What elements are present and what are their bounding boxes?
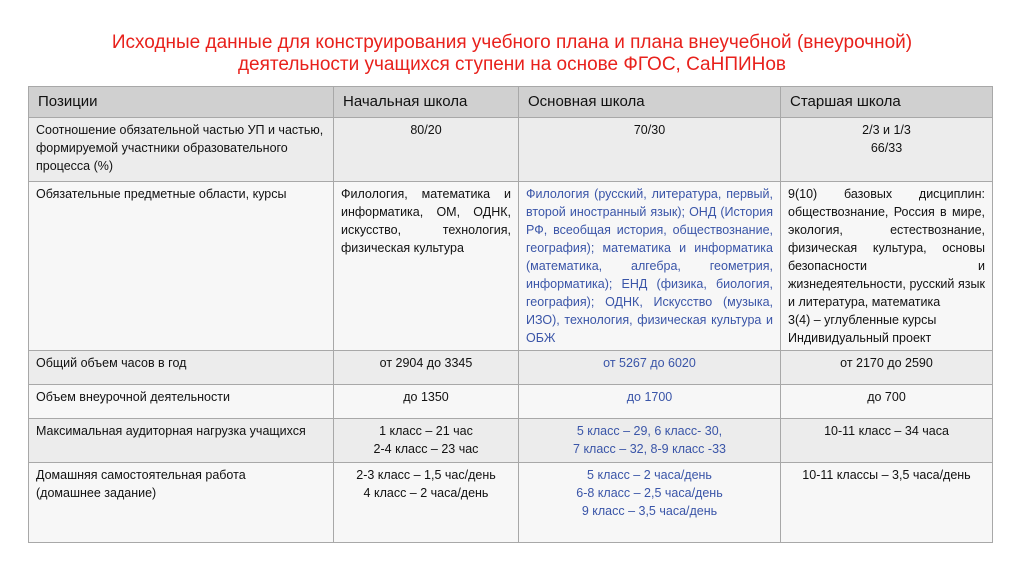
title-line-2: деятельности учащихся ступени на основе ФГОС, СаНПИНов	[237, 54, 787, 75]
senior-cell: до 700	[781, 385, 993, 419]
header-senior-school: Старшая школа	[781, 87, 993, 118]
primary-cell: Филология, математика и информатика, ОМ, ОДНК, искусство, технология, физическая культура	[334, 182, 519, 351]
row-position-label	[29, 463, 334, 543]
page-title	[0, 32, 1024, 76]
table-row	[29, 351, 993, 385]
basic-homework-grade-6-8: 6-8 класс – 2,5 часа/день	[576, 486, 723, 500]
table-row	[29, 118, 993, 182]
primary-load-grade-2-4: 2-4 класс – 23 час	[373, 442, 479, 456]
homework-label: Домашняя самостоятельная работа	[36, 468, 246, 482]
basic-cell: 70/30	[519, 118, 781, 182]
basic-homework-grade-5: 5 класс – 2 часа/день	[587, 468, 712, 482]
basic-load-grade-7-9: 7 класс – 32, 8-9 класс -33	[573, 442, 726, 456]
primary-load-grade-1: 1 класс – 21 час	[379, 424, 473, 438]
senior-cell: 10-11 класс – 34 часа	[781, 419, 993, 463]
row-position-label: Общий объем часов в год	[29, 351, 334, 385]
basic-load-grade-5-6: 5 класс – 29, 6 класс- 30,	[576, 424, 723, 438]
senior-cell	[781, 182, 993, 351]
header-basic-school: Основная школа	[519, 87, 781, 118]
senior-cell: 10-11 классы – 3,5 часа/день	[781, 463, 993, 543]
senior-ratio-fraction: 2/3 и 1/3	[862, 123, 911, 137]
senior-cell	[781, 118, 993, 182]
primary-cell: 80/20	[334, 118, 519, 182]
basic-cell	[519, 463, 781, 543]
senior-cell: от 2170 до 2590	[781, 351, 993, 385]
senior-ratio-percent: 66/33	[870, 141, 903, 155]
title-line-1: Исходные данные для конструирования учебного плана и плана внеучебной (внеурочной)	[111, 32, 913, 53]
basic-cell: от 5267 до 6020	[519, 351, 781, 385]
primary-homework-grade-2-3: 2-3 класс – 1,5 час/день	[356, 468, 496, 482]
senior-subjects-advanced: 3(4) – углубленные курсы	[788, 313, 937, 327]
curriculum-table	[28, 86, 993, 543]
senior-subjects-project: Индивидуальный проект	[788, 331, 932, 345]
senior-subjects-base: 9(10) базовых дисциплин: обществознание, Россия в мире, экология, естествознание, физическая культура, основы безопасности и жизнедеятельности, русский язык и литература, математика	[788, 187, 985, 309]
table-row	[29, 182, 993, 351]
table-row	[29, 463, 993, 543]
table-row	[29, 419, 993, 463]
basic-cell: Филология (русский, литература, первый, второй иностранный язык); ОНД (История РФ, всеобщая история, обществознание, география); математика и информатика (математика, алгебра, геометрия, информатика); ЕНД (физика, биология, география); ОДНК, Искусство (музыка, ИЗО), технология, физическая культура и ОБЖ	[519, 182, 781, 351]
primary-cell: до 1350	[334, 385, 519, 419]
homework-sublabel: (домашнее задание)	[36, 486, 157, 500]
basic-homework-grade-9: 9 класс – 3,5 часа/день	[581, 504, 718, 518]
header-positions: Позиции	[29, 87, 334, 118]
row-position-label: Объем внеурочной деятельности	[29, 385, 334, 419]
primary-homework-grade-4: 4 класс – 2 часа/день	[363, 486, 489, 500]
row-position-label: Обязательные предметные области, курсы	[29, 182, 334, 351]
row-position-label: Соотношение обязательной частью УП и частью, формируемой участники образовательного процесса (%)	[29, 118, 334, 182]
header-primary-school: Начальная школа	[334, 87, 519, 118]
row-position-label: Максимальная аудиторная нагрузка учащихся	[29, 419, 334, 463]
primary-cell	[334, 419, 519, 463]
basic-cell	[519, 419, 781, 463]
primary-cell: от 2904 до 3345	[334, 351, 519, 385]
table-header-row	[29, 87, 993, 118]
basic-cell: до 1700	[519, 385, 781, 419]
primary-cell	[334, 463, 519, 543]
table-row	[29, 385, 993, 419]
